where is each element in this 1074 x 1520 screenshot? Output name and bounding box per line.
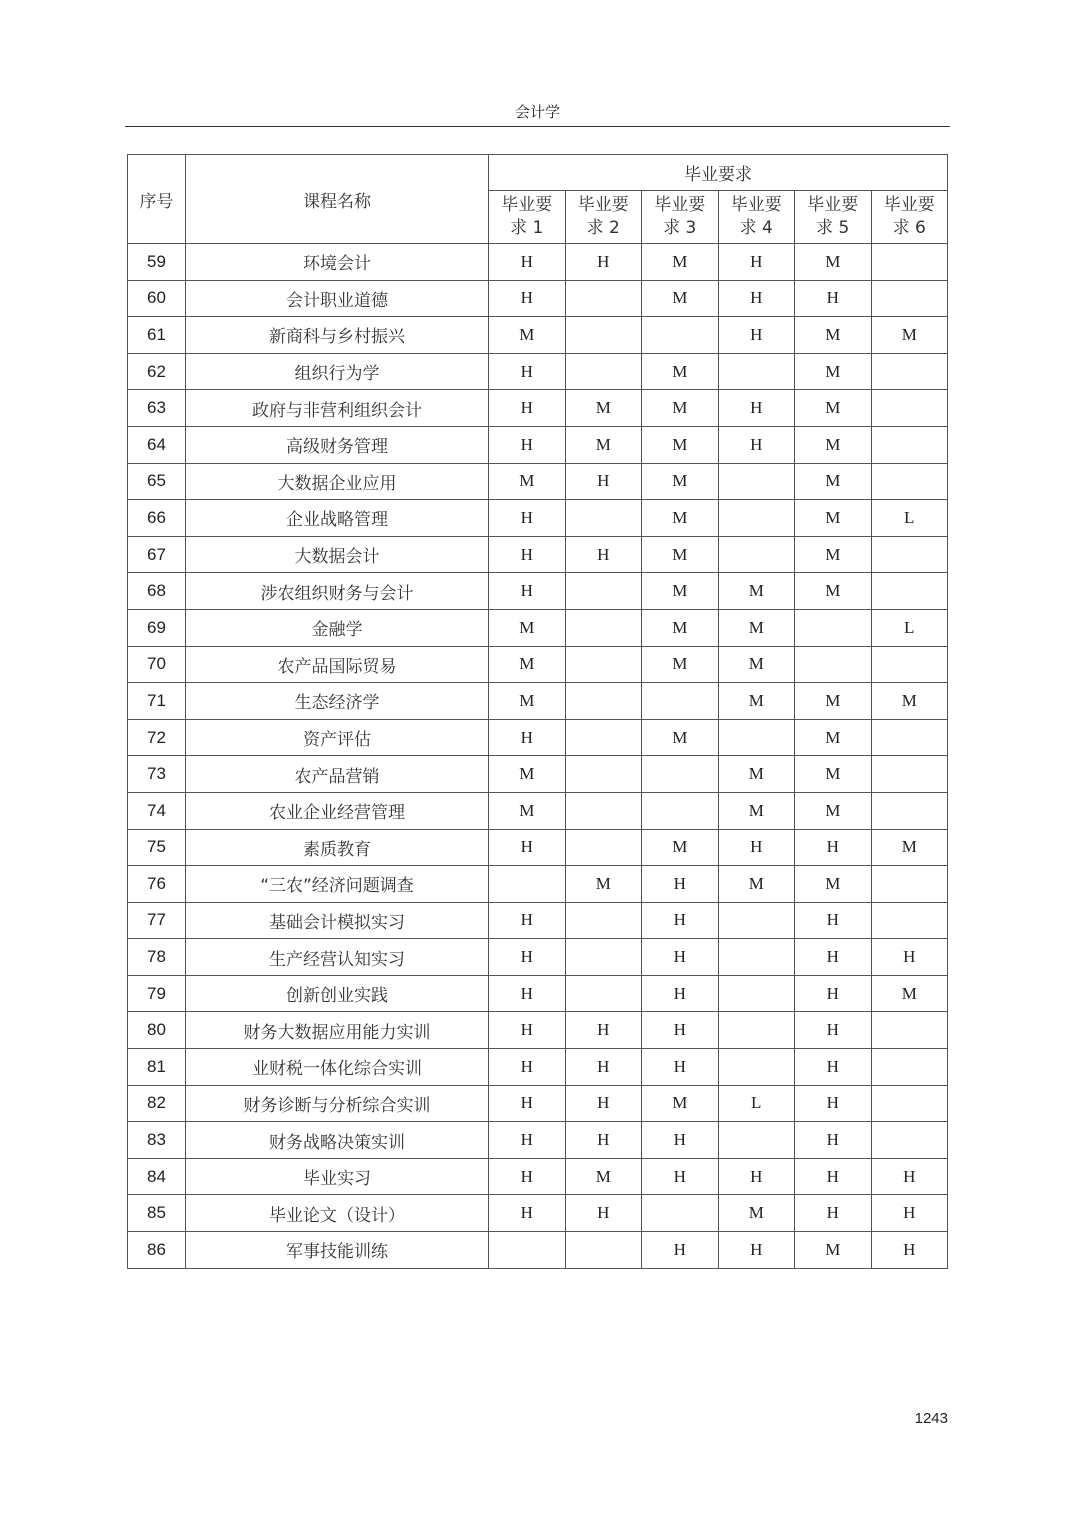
requirement-1-level-cell: H xyxy=(489,426,566,463)
requirement-3-header xyxy=(642,191,719,244)
row-seq-cell: 76 xyxy=(128,866,186,903)
requirement-1-level-cell: H xyxy=(489,500,566,537)
requirement-header-line: 毕业要 xyxy=(883,195,935,215)
row-seq-cell: 77 xyxy=(128,902,186,939)
requirement-4-level-cell: H xyxy=(718,280,795,317)
course-name-cell: 素质教育 xyxy=(186,829,489,866)
requirement-3-level-cell: M xyxy=(642,463,719,500)
requirement-4-level-cell: M xyxy=(718,756,795,793)
requirement-5-level-cell: H xyxy=(795,1085,872,1122)
requirement-3-level-cell: M xyxy=(642,244,719,281)
table-row xyxy=(128,609,948,646)
table-row xyxy=(128,1158,948,1195)
requirement-1-level-cell: H xyxy=(489,975,566,1012)
course-name-cell: 环境会计 xyxy=(186,244,489,281)
requirement-1-level-cell: H xyxy=(489,573,566,610)
requirement-2-level-cell xyxy=(565,573,642,610)
page-header xyxy=(125,100,950,127)
page-number: 1243 xyxy=(914,1410,948,1427)
requirement-4-level-cell xyxy=(718,500,795,537)
course-name-cell: 涉农组织财务与会计 xyxy=(186,573,489,610)
requirement-6-level-cell: H xyxy=(871,1195,948,1232)
requirement-4-level-cell: H xyxy=(718,244,795,281)
requirement-3-level-cell: H xyxy=(642,939,719,976)
requirement-5-header xyxy=(795,191,872,244)
requirement-3-level-cell xyxy=(642,756,719,793)
requirement-2-level-cell xyxy=(565,317,642,354)
table-row xyxy=(128,1232,948,1269)
graduation-requirements-group-header: 毕业要求 xyxy=(489,155,948,191)
table-row xyxy=(128,463,948,500)
requirement-6-level-cell: H xyxy=(871,1232,948,1269)
requirement-1-level-cell: M xyxy=(489,317,566,354)
table-row xyxy=(128,975,948,1012)
table-row xyxy=(128,756,948,793)
table-row xyxy=(128,1122,948,1159)
requirement-2-level-cell xyxy=(565,683,642,720)
requirement-5-level-cell: M xyxy=(795,536,872,573)
requirement-2-level-cell xyxy=(565,719,642,756)
course-name-cell: 财务战略决策实训 xyxy=(186,1122,489,1159)
requirement-1-level-cell: H xyxy=(489,244,566,281)
requirement-1-level-cell: H xyxy=(489,719,566,756)
requirement-5-level-cell: M xyxy=(795,683,872,720)
row-seq-cell: 64 xyxy=(128,426,186,463)
course-name-cell: 会计职业道德 xyxy=(186,280,489,317)
course-name-cell: 毕业实习 xyxy=(186,1158,489,1195)
requirement-6-level-cell xyxy=(871,1085,948,1122)
course-name-cell: 农产品营销 xyxy=(186,756,489,793)
row-seq-cell: 74 xyxy=(128,792,186,829)
requirement-2-level-cell xyxy=(565,646,642,683)
requirement-1-level-cell xyxy=(489,1232,566,1269)
course-name-cell: 财务大数据应用能力实训 xyxy=(186,1012,489,1049)
requirement-4-level-cell: L xyxy=(718,1085,795,1122)
requirement-3-level-cell: M xyxy=(642,719,719,756)
table-row xyxy=(128,792,948,829)
table-row xyxy=(128,646,948,683)
requirement-3-level-cell: M xyxy=(642,426,719,463)
requirement-6-level-cell xyxy=(871,463,948,500)
requirement-6-level-cell: H xyxy=(871,1158,948,1195)
requirement-3-level-cell: H xyxy=(642,1049,719,1086)
requirement-1-header xyxy=(489,191,566,244)
requirement-6-header xyxy=(871,191,948,244)
requirement-6-level-cell xyxy=(871,792,948,829)
row-seq-cell: 66 xyxy=(128,500,186,537)
requirement-header-line: 毕业要 xyxy=(807,195,859,215)
requirement-3-level-cell xyxy=(642,317,719,354)
table-row xyxy=(128,280,948,317)
requirement-1-level-cell: M xyxy=(489,683,566,720)
row-seq-cell: 61 xyxy=(128,317,186,354)
requirement-4-header xyxy=(718,191,795,244)
requirement-6-level-cell xyxy=(871,719,948,756)
requirement-1-level-cell: M xyxy=(489,792,566,829)
seq-column-header: 序号 xyxy=(128,155,186,244)
row-seq-cell: 65 xyxy=(128,463,186,500)
table-row xyxy=(128,683,948,720)
requirement-4-level-cell: H xyxy=(718,1232,795,1269)
course-name-column-header: 课程名称 xyxy=(186,155,489,244)
table-row xyxy=(128,244,948,281)
requirement-4-level-cell: H xyxy=(718,426,795,463)
requirement-2-level-cell xyxy=(565,792,642,829)
course-name-cell: 生产经营认知实习 xyxy=(186,939,489,976)
row-seq-cell: 79 xyxy=(128,975,186,1012)
requirement-5-level-cell: M xyxy=(795,573,872,610)
requirement-header-line: 求 6 xyxy=(892,218,926,238)
requirement-3-level-cell: M xyxy=(642,646,719,683)
requirement-1-level-cell xyxy=(489,866,566,903)
requirement-3-level-cell: M xyxy=(642,829,719,866)
requirement-4-level-cell: M xyxy=(718,683,795,720)
requirement-5-level-cell: M xyxy=(795,792,872,829)
table-row xyxy=(128,829,948,866)
requirement-4-level-cell: H xyxy=(718,1158,795,1195)
requirement-6-level-cell xyxy=(871,353,948,390)
requirement-5-level-cell: H xyxy=(795,1049,872,1086)
requirement-3-level-cell: H xyxy=(642,866,719,903)
requirement-1-level-cell: M xyxy=(489,463,566,500)
requirement-header-line: 求 2 xyxy=(586,218,620,238)
course-name-cell: 新商科与乡村振兴 xyxy=(186,317,489,354)
requirement-3-level-cell: H xyxy=(642,975,719,1012)
row-seq-cell: 80 xyxy=(128,1012,186,1049)
course-name-cell: 财务诊断与分析综合实训 xyxy=(186,1085,489,1122)
row-seq-cell: 78 xyxy=(128,939,186,976)
requirement-4-level-cell: H xyxy=(718,829,795,866)
table-row xyxy=(128,390,948,427)
requirement-6-level-cell xyxy=(871,573,948,610)
requirement-2-level-cell: H xyxy=(565,1085,642,1122)
requirement-header-line: 求 5 xyxy=(816,218,850,238)
requirement-5-level-cell: H xyxy=(795,1122,872,1159)
table-row xyxy=(128,573,948,610)
requirement-4-level-cell xyxy=(718,1012,795,1049)
requirement-header-line: 求 4 xyxy=(739,218,773,238)
requirement-3-level-cell xyxy=(642,792,719,829)
table-row xyxy=(128,536,948,573)
requirement-header-line: 求 3 xyxy=(663,218,697,238)
requirement-6-level-cell xyxy=(871,426,948,463)
requirement-header-line: 毕业要 xyxy=(654,195,706,215)
row-seq-cell: 68 xyxy=(128,573,186,610)
requirement-5-level-cell: H xyxy=(795,1012,872,1049)
requirement-5-level-cell: M xyxy=(795,1232,872,1269)
requirement-header-line: 毕业要 xyxy=(501,195,553,215)
table-row xyxy=(128,353,948,390)
requirement-5-level-cell xyxy=(795,609,872,646)
row-seq-cell: 75 xyxy=(128,829,186,866)
requirement-2-header xyxy=(565,191,642,244)
requirement-6-level-cell: L xyxy=(871,500,948,537)
requirement-6-level-cell: M xyxy=(871,683,948,720)
course-name-cell: 大数据会计 xyxy=(186,536,489,573)
course-name-cell: 毕业论文（设计） xyxy=(186,1195,489,1232)
row-seq-cell: 72 xyxy=(128,719,186,756)
requirement-2-level-cell: H xyxy=(565,463,642,500)
requirement-1-level-cell: H xyxy=(489,1122,566,1159)
requirement-1-level-cell: H xyxy=(489,1158,566,1195)
requirement-3-level-cell: H xyxy=(642,1122,719,1159)
requirement-5-level-cell: H xyxy=(795,280,872,317)
requirement-3-level-cell: M xyxy=(642,536,719,573)
requirement-3-level-cell: M xyxy=(642,609,719,646)
requirement-4-level-cell xyxy=(718,975,795,1012)
requirement-2-level-cell: H xyxy=(565,1195,642,1232)
requirement-1-level-cell: H xyxy=(489,1085,566,1122)
requirement-4-level-cell xyxy=(718,1049,795,1086)
course-name-cell: 组织行为学 xyxy=(186,353,489,390)
table-row xyxy=(128,1195,948,1232)
requirement-2-level-cell xyxy=(565,829,642,866)
requirement-4-level-cell: M xyxy=(718,573,795,610)
requirement-6-level-cell: L xyxy=(871,609,948,646)
requirement-6-level-cell xyxy=(871,1012,948,1049)
course-name-cell: 资产评估 xyxy=(186,719,489,756)
requirement-6-level-cell xyxy=(871,1122,948,1159)
requirement-3-level-cell: H xyxy=(642,1232,719,1269)
requirement-1-level-cell: M xyxy=(489,609,566,646)
row-seq-cell: 82 xyxy=(128,1085,186,1122)
requirement-2-level-cell: M xyxy=(565,390,642,427)
requirement-5-level-cell: H xyxy=(795,1158,872,1195)
requirement-1-level-cell: M xyxy=(489,646,566,683)
table-row xyxy=(128,317,948,354)
requirement-5-level-cell: M xyxy=(795,390,872,427)
row-seq-cell: 69 xyxy=(128,609,186,646)
requirement-6-level-cell xyxy=(871,536,948,573)
requirement-2-level-cell xyxy=(565,756,642,793)
requirement-2-level-cell: H xyxy=(565,1049,642,1086)
requirement-4-level-cell xyxy=(718,902,795,939)
requirement-5-level-cell: M xyxy=(795,426,872,463)
requirement-5-level-cell: M xyxy=(795,719,872,756)
requirement-4-level-cell xyxy=(718,353,795,390)
requirement-6-level-cell: H xyxy=(871,939,948,976)
course-name-cell: 金融学 xyxy=(186,609,489,646)
requirement-4-level-cell: H xyxy=(718,317,795,354)
table-row xyxy=(128,1085,948,1122)
row-seq-cell: 62 xyxy=(128,353,186,390)
requirement-4-level-cell xyxy=(718,536,795,573)
course-name-cell: 业财税一体化综合实训 xyxy=(186,1049,489,1086)
course-name-cell: 政府与非营利组织会计 xyxy=(186,390,489,427)
requirement-4-level-cell: M xyxy=(718,1195,795,1232)
requirement-header-line: 毕业要 xyxy=(577,195,629,215)
requirement-1-level-cell: M xyxy=(489,756,566,793)
course-requirements-table xyxy=(127,154,948,1269)
requirement-1-level-cell: H xyxy=(489,1195,566,1232)
row-seq-cell: 83 xyxy=(128,1122,186,1159)
requirement-2-level-cell xyxy=(565,939,642,976)
requirement-2-level-cell: H xyxy=(565,244,642,281)
table-row xyxy=(128,426,948,463)
requirement-4-level-cell: M xyxy=(718,792,795,829)
requirement-5-level-cell: M xyxy=(795,317,872,354)
requirement-3-level-cell: H xyxy=(642,1012,719,1049)
table-row xyxy=(128,1012,948,1049)
requirement-3-level-cell xyxy=(642,683,719,720)
requirement-2-level-cell xyxy=(565,975,642,1012)
requirement-1-level-cell: H xyxy=(489,902,566,939)
requirement-6-level-cell xyxy=(871,1049,948,1086)
requirement-6-level-cell xyxy=(871,756,948,793)
requirement-1-level-cell: H xyxy=(489,939,566,976)
course-name-cell: 创新创业实践 xyxy=(186,975,489,1012)
requirement-5-level-cell: H xyxy=(795,939,872,976)
requirement-2-level-cell xyxy=(565,500,642,537)
requirement-6-level-cell xyxy=(871,244,948,281)
requirement-6-level-cell xyxy=(871,866,948,903)
requirement-2-level-cell xyxy=(565,609,642,646)
requirement-3-level-cell: M xyxy=(642,500,719,537)
course-name-cell: 农业企业经营管理 xyxy=(186,792,489,829)
table-row xyxy=(128,902,948,939)
table-row xyxy=(128,1049,948,1086)
course-name-cell: 高级财务管理 xyxy=(186,426,489,463)
requirement-1-level-cell: H xyxy=(489,280,566,317)
requirement-3-level-cell: H xyxy=(642,902,719,939)
requirement-4-level-cell xyxy=(718,463,795,500)
requirement-6-level-cell xyxy=(871,646,948,683)
requirement-header-line: 求 1 xyxy=(510,218,544,238)
row-seq-cell: 60 xyxy=(128,280,186,317)
row-seq-cell: 63 xyxy=(128,390,186,427)
requirement-5-level-cell: M xyxy=(795,756,872,793)
row-seq-cell: 86 xyxy=(128,1232,186,1269)
requirement-3-level-cell xyxy=(642,1195,719,1232)
requirement-2-level-cell: H xyxy=(565,1122,642,1159)
requirement-6-level-cell: M xyxy=(871,975,948,1012)
requirement-6-level-cell xyxy=(871,902,948,939)
requirement-4-level-cell: M xyxy=(718,866,795,903)
requirement-2-level-cell xyxy=(565,1232,642,1269)
requirement-6-level-cell xyxy=(871,280,948,317)
requirement-3-level-cell: M xyxy=(642,573,719,610)
requirement-2-level-cell: H xyxy=(565,1012,642,1049)
course-name-cell: 生态经济学 xyxy=(186,683,489,720)
requirement-header-line: 毕业要 xyxy=(730,195,782,215)
table-row xyxy=(128,719,948,756)
row-seq-cell: 67 xyxy=(128,536,186,573)
course-name-cell: 基础会计模拟实习 xyxy=(186,902,489,939)
row-seq-cell: 81 xyxy=(128,1049,186,1086)
requirement-2-level-cell: M xyxy=(565,1158,642,1195)
course-name-cell: 农产品国际贸易 xyxy=(186,646,489,683)
requirement-2-level-cell: H xyxy=(565,536,642,573)
requirement-4-level-cell xyxy=(718,719,795,756)
requirement-1-level-cell: H xyxy=(489,353,566,390)
requirement-1-level-cell: H xyxy=(489,390,566,427)
row-seq-cell: 59 xyxy=(128,244,186,281)
table-row xyxy=(128,939,948,976)
requirement-5-level-cell: M xyxy=(795,866,872,903)
requirement-2-level-cell xyxy=(565,280,642,317)
requirement-3-level-cell: H xyxy=(642,1158,719,1195)
requirement-6-level-cell xyxy=(871,390,948,427)
requirement-5-level-cell: M xyxy=(795,500,872,537)
requirement-6-level-cell: M xyxy=(871,317,948,354)
course-name-cell: 大数据企业应用 xyxy=(186,463,489,500)
table-row xyxy=(128,500,948,537)
requirement-4-level-cell xyxy=(718,939,795,976)
requirement-1-level-cell: H xyxy=(489,829,566,866)
requirement-4-level-cell xyxy=(718,1122,795,1159)
row-seq-cell: 85 xyxy=(128,1195,186,1232)
requirement-5-level-cell: M xyxy=(795,244,872,281)
page-header-title: 会计学 xyxy=(514,103,560,121)
requirement-2-level-cell xyxy=(565,902,642,939)
requirement-3-level-cell: M xyxy=(642,390,719,427)
requirement-2-level-cell: M xyxy=(565,866,642,903)
requirement-5-level-cell: H xyxy=(795,1195,872,1232)
requirement-5-level-cell: M xyxy=(795,353,872,390)
requirement-5-level-cell: H xyxy=(795,829,872,866)
requirement-5-level-cell: M xyxy=(795,463,872,500)
row-seq-cell: 84 xyxy=(128,1158,186,1195)
requirement-3-level-cell: M xyxy=(642,280,719,317)
requirement-2-level-cell: M xyxy=(565,426,642,463)
requirement-1-level-cell: H xyxy=(489,1049,566,1086)
course-name-cell: 军事技能训练 xyxy=(186,1232,489,1269)
row-seq-cell: 71 xyxy=(128,683,186,720)
requirement-2-level-cell xyxy=(565,353,642,390)
row-seq-cell: 70 xyxy=(128,646,186,683)
requirement-5-level-cell: H xyxy=(795,902,872,939)
requirement-4-level-cell: H xyxy=(718,390,795,427)
table-row xyxy=(128,866,948,903)
requirement-4-level-cell: M xyxy=(718,609,795,646)
requirement-1-level-cell: H xyxy=(489,536,566,573)
course-name-cell: 企业战略管理 xyxy=(186,500,489,537)
course-name-cell: “三农”经济问题调查 xyxy=(186,866,489,903)
requirement-6-level-cell: M xyxy=(871,829,948,866)
requirement-1-level-cell: H xyxy=(489,1012,566,1049)
row-seq-cell: 73 xyxy=(128,756,186,793)
requirement-5-level-cell xyxy=(795,646,872,683)
requirement-3-level-cell: M xyxy=(642,353,719,390)
requirement-4-level-cell: M xyxy=(718,646,795,683)
requirement-3-level-cell: M xyxy=(642,1085,719,1122)
requirement-5-level-cell: H xyxy=(795,975,872,1012)
